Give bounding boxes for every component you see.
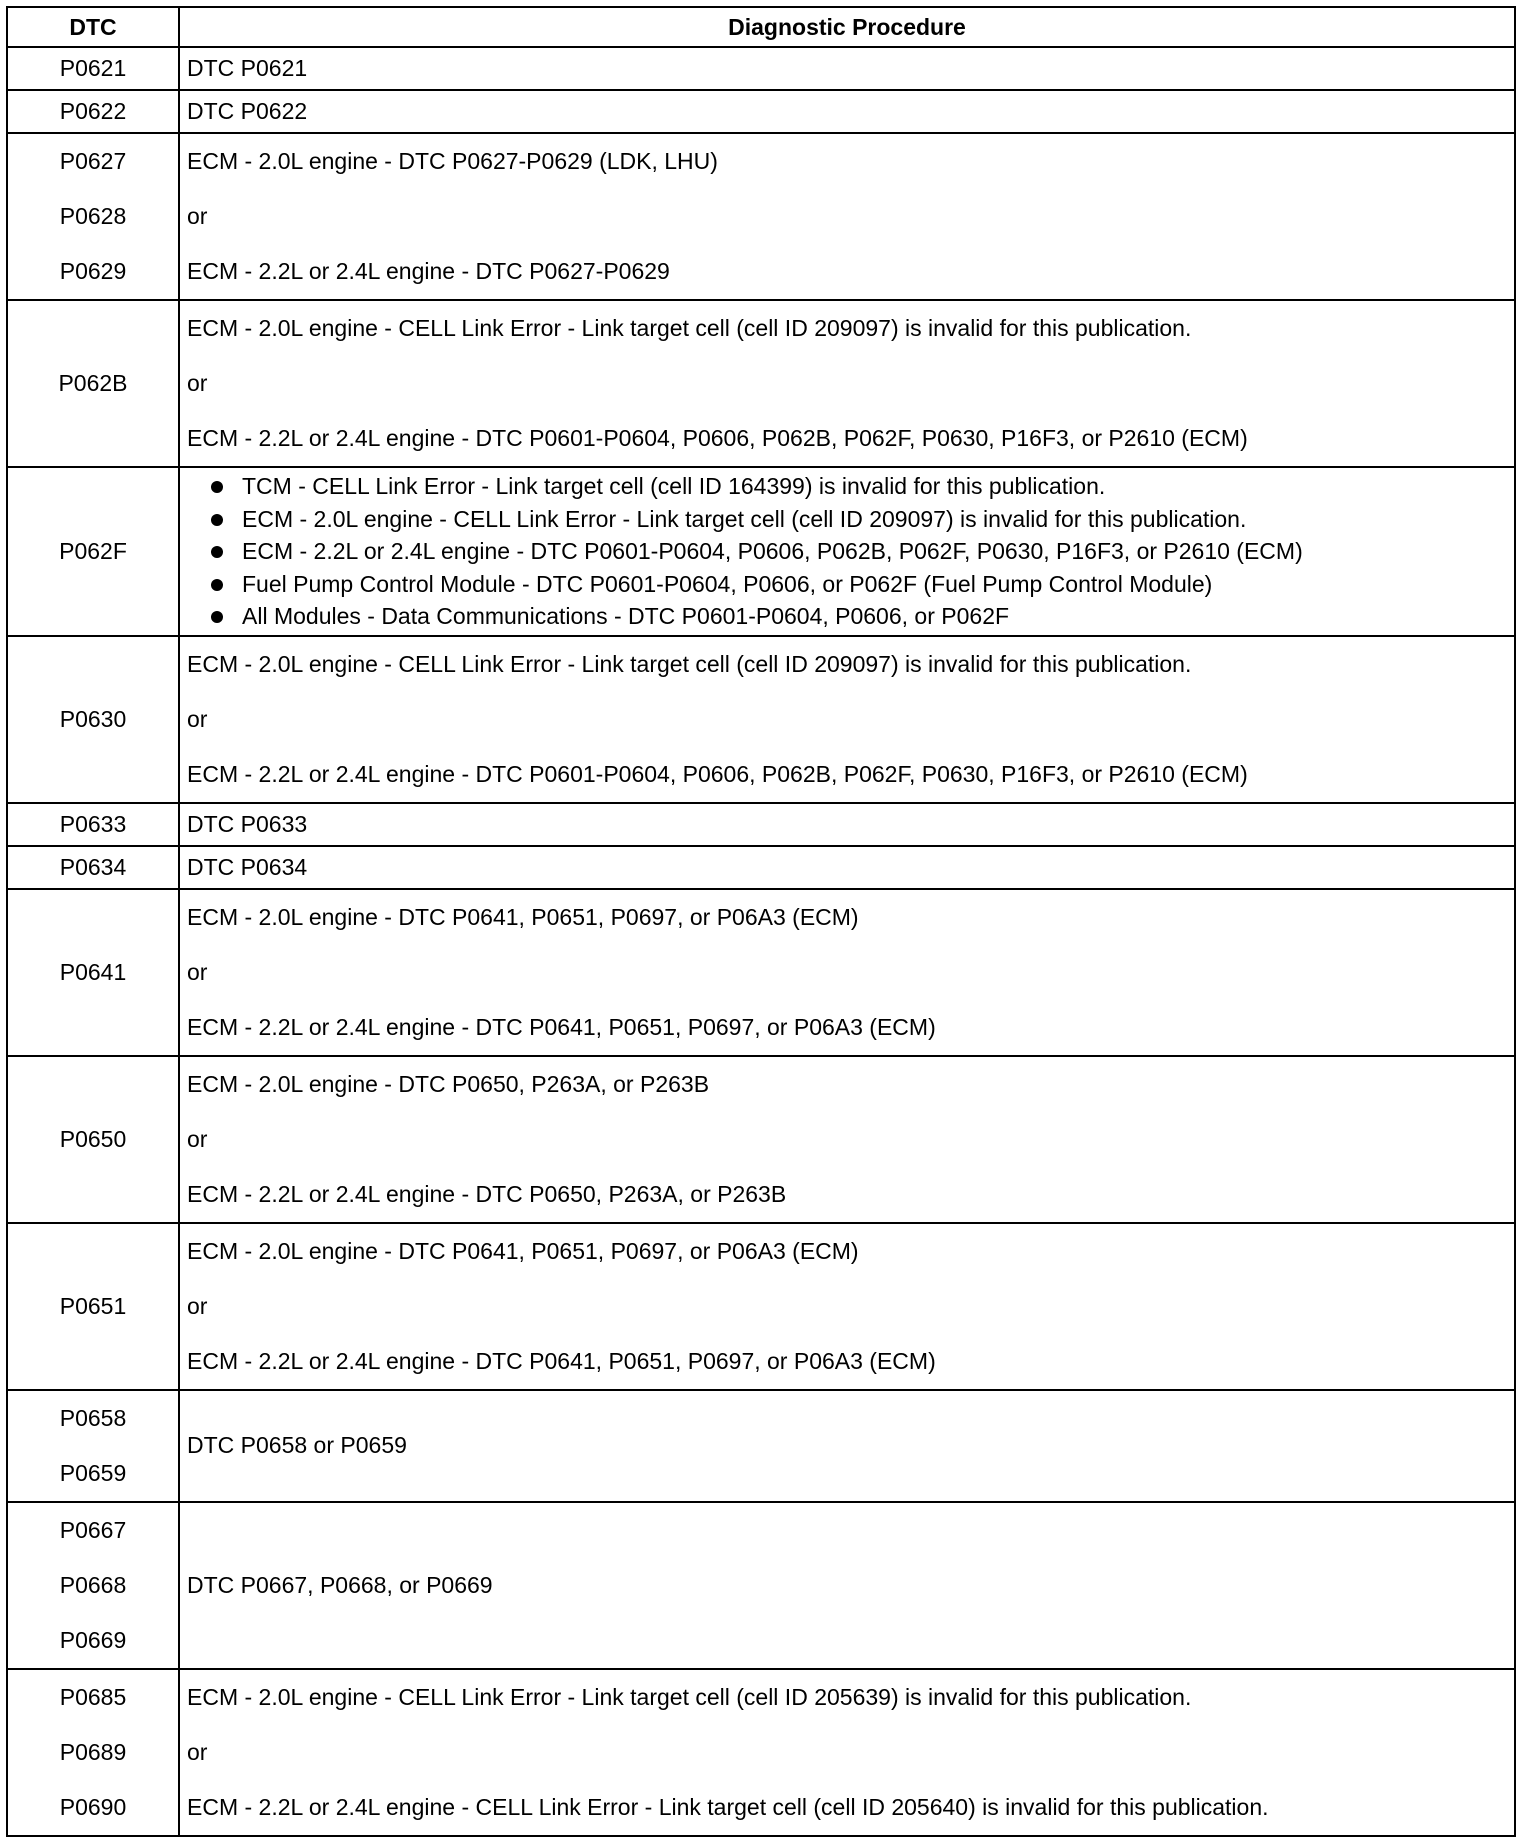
dtc-cell — [7, 133, 179, 300]
procedure-bullet-list — [187, 470, 1514, 633]
table-row — [7, 47, 1515, 90]
dtc-code: P0689 — [59, 1738, 127, 1765]
procedure-cell — [179, 133, 1515, 300]
table-row — [7, 1056, 1515, 1223]
procedure-link[interactable]: ECM - 2.2L or 2.4L engine - DTC P0601-P0604, P0606, P062B, P062F, P0630, P16F3, or P2610 (ECM) — [187, 425, 1248, 451]
dtc-code: P0634 — [59, 853, 127, 880]
or-separator: or — [187, 705, 208, 732]
table-row — [7, 846, 1515, 889]
procedure-link[interactable]: DTC P0621 — [187, 55, 308, 81]
table-row — [7, 1390, 1515, 1502]
procedure-link[interactable]: ECM - 2.0L engine - DTC P0627-P0629 (LDK, LHU) — [187, 148, 718, 174]
dtc-code: P0668 — [59, 1571, 127, 1598]
dtc-code: P0669 — [59, 1626, 127, 1653]
procedure-cell — [179, 300, 1515, 467]
procedure-link[interactable]: ECM - 2.0L engine - DTC P0650, P263A, or P263B — [187, 1070, 710, 1097]
or-separator: or — [187, 1292, 208, 1319]
dtc-code: P0630 — [59, 705, 127, 732]
bullet-icon — [211, 579, 223, 591]
procedure-cell — [179, 47, 1515, 90]
procedure-link[interactable]: All Modules - Data Communications - DTC P0601-P0604, P0606, or P062F — [242, 603, 1010, 629]
table-row — [7, 300, 1515, 467]
dtc-code: P0685 — [59, 1683, 127, 1710]
procedure-link[interactable]: ECM - 2.2L or 2.4L engine - DTC P0601-P0604, P0606, P062B, P062F, P0630, P16F3, or P2610 (ECM) — [187, 760, 1248, 787]
procedure-link[interactable]: ECM - 2.2L or 2.4L engine - CELL Link Error - Link target cell (cell ID 205640) is invalid for this publication. — [187, 1793, 1269, 1820]
table-row — [7, 889, 1515, 1056]
procedure-cell — [179, 1669, 1515, 1836]
or-separator: or — [187, 1125, 208, 1152]
procedure-link[interactable]: ECM - 2.0L engine - CELL Link Error - Link target cell (cell ID 209097) is invalid for this publication. — [187, 315, 1192, 341]
procedure-link[interactable]: ECM - 2.2L or 2.4L engine - DTC P0627-P0629 — [187, 258, 670, 284]
dtc-code: P0629 — [59, 258, 127, 284]
dtc-cell — [7, 846, 179, 889]
dtc-code: P062F — [59, 537, 127, 564]
or-separator: or — [187, 958, 208, 985]
bullet-icon — [211, 514, 223, 526]
or-separator: or — [187, 203, 208, 229]
dtc-code: P0651 — [59, 1292, 127, 1319]
dtc-code: P0627 — [59, 148, 127, 174]
procedure-link[interactable]: ECM - 2.2L or 2.4L engine - DTC P0641, P0651, P0697, or P06A3 (ECM) — [187, 1347, 936, 1374]
dtc-cell — [7, 1223, 179, 1390]
procedure-cell — [179, 467, 1515, 636]
bullet-item — [187, 470, 1514, 503]
dtc-code: P0650 — [59, 1125, 127, 1152]
table-row — [7, 1502, 1515, 1669]
dtc-cell — [7, 300, 179, 467]
bullet-icon — [211, 481, 223, 493]
procedure-link[interactable]: DTC P0658 or P0659 — [187, 1432, 407, 1458]
procedure-link[interactable]: ECM - 2.0L engine - DTC P0641, P0651, P0697, or P06A3 (ECM) — [187, 1237, 859, 1264]
procedure-cell — [179, 90, 1515, 133]
header-row — [7, 7, 1515, 47]
procedure-link[interactable]: Fuel Pump Control Module - DTC P0601-P0604, P0606, or P062F (Fuel Pump Control Module) — [242, 570, 1213, 597]
procedure-link[interactable]: ECM - 2.0L engine - CELL Link Error - Link target cell (cell ID 209097) is invalid for this publication. — [242, 505, 1247, 532]
procedure-link[interactable]: ECM - 2.0L engine - DTC P0641, P0651, P0697, or P06A3 (ECM) — [187, 903, 859, 930]
dtc-cell — [7, 803, 179, 846]
procedure-link[interactable]: ECM - 2.2L or 2.4L engine - DTC P0601-P0604, P0606, P062B, P062F, P0630, P16F3, or P2610 (ECM) — [242, 538, 1303, 564]
dtc-cell — [7, 1502, 179, 1669]
dtc-code: P0658 — [59, 1404, 127, 1431]
dtc-cell — [7, 1056, 179, 1223]
procedure-cell — [179, 803, 1515, 846]
procedure-cell — [179, 636, 1515, 803]
procedure-link[interactable]: ECM - 2.0L engine - CELL Link Error - Link target cell (cell ID 205639) is invalid for this publication. — [187, 1683, 1192, 1710]
dtc-code: P0690 — [59, 1793, 127, 1820]
or-separator: or — [187, 1738, 208, 1765]
dtc-cell — [7, 889, 179, 1056]
table-row — [7, 636, 1515, 803]
dtc-code: P0621 — [59, 55, 127, 81]
procedure-link[interactable]: ECM - 2.2L or 2.4L engine - DTC P0650, P263A, or P263B — [187, 1180, 787, 1207]
dtc-cell — [7, 1669, 179, 1836]
dtc-code: P0628 — [59, 203, 127, 229]
dtc-code: P0641 — [59, 958, 127, 985]
bullet-icon — [211, 546, 223, 558]
procedure-cell — [179, 1502, 1515, 1669]
bullet-icon — [211, 611, 223, 623]
bullet-item — [187, 535, 1514, 568]
dtc-code: P0622 — [59, 98, 127, 124]
procedure-link[interactable]: DTC P0667, P0668, or P0669 — [187, 1571, 493, 1598]
procedure-link[interactable]: DTC P0622 — [187, 98, 308, 124]
procedure-link[interactable]: DTC P0634 — [187, 853, 308, 880]
procedure-cell — [179, 846, 1515, 889]
or-separator: or — [187, 370, 208, 396]
procedure-link[interactable]: DTC P0633 — [187, 810, 308, 837]
table-row — [7, 1669, 1515, 1836]
dtc-table — [6, 6, 1516, 1837]
dtc-cell — [7, 467, 179, 636]
dtc-table-page — [6, 6, 1514, 1837]
table-row — [7, 467, 1515, 636]
procedure-link[interactable]: TCM - CELL Link Error - Link target cell (cell ID 164399) is invalid for this publication. — [242, 473, 1106, 499]
procedure-link[interactable]: ECM - 2.0L engine - CELL Link Error - Link target cell (cell ID 209097) is invalid for this publication. — [187, 650, 1192, 677]
dtc-code: P0633 — [59, 810, 127, 837]
procedure-link[interactable]: ECM - 2.2L or 2.4L engine - DTC P0641, P0651, P0697, or P06A3 (ECM) — [187, 1013, 936, 1040]
procedure-cell — [179, 1223, 1515, 1390]
table-row — [7, 1223, 1515, 1390]
dtc-cell — [7, 636, 179, 803]
bullet-item — [187, 600, 1514, 633]
bullet-item — [187, 503, 1514, 536]
dtc-code: P062B — [58, 370, 128, 396]
table-row — [7, 90, 1515, 133]
table-row — [7, 803, 1515, 846]
procedure-cell — [179, 1056, 1515, 1223]
procedure-column-header: Diagnostic Procedure — [179, 7, 1515, 47]
dtc-column-header: DTC — [7, 7, 179, 47]
dtc-cell — [7, 90, 179, 133]
bullet-item — [187, 568, 1514, 601]
procedure-cell — [179, 1390, 1515, 1502]
dtc-cell — [7, 1390, 179, 1502]
dtc-cell — [7, 47, 179, 90]
procedure-cell — [179, 889, 1515, 1056]
dtc-code: P0667 — [59, 1516, 127, 1543]
dtc-code: P0659 — [59, 1459, 127, 1486]
table-row — [7, 133, 1515, 300]
